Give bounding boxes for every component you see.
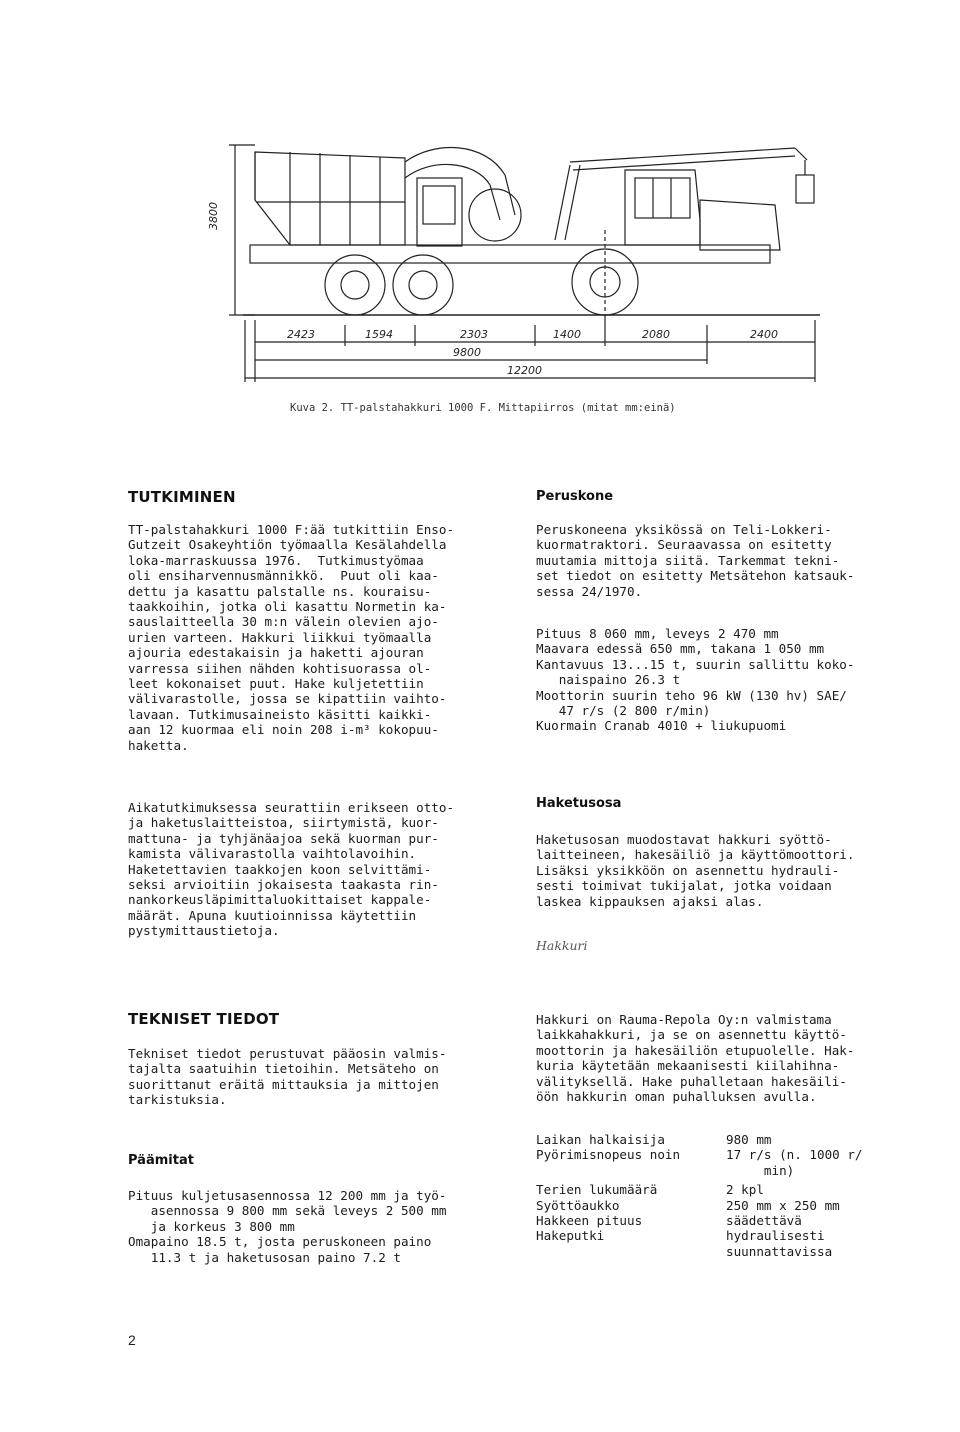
spec-key: Laikan halkaisija bbox=[536, 1132, 665, 1147]
spec-key: Hakkeen pituus bbox=[536, 1213, 643, 1229]
chip-container bbox=[255, 152, 405, 245]
dim-label-1594: 1594 bbox=[365, 328, 393, 341]
hakkuri-paragraph: Hakkuri on Rauma-Repola Oy:n valmistama laikkahakkuri, ja se on asennettu käyttö- moottorin ja hakesäiliön etupuolelle. Hak- kuria käytetään mekaanisesti kiilahihna- välityksellä. Hake puhalletaan hakesäili- öön hakkurin oman puhalluksen avulla. bbox=[536, 1012, 855, 1105]
hakkuri-heading: Hakkuri bbox=[536, 938, 588, 953]
chipper-disc bbox=[469, 189, 521, 241]
spec-key: Pyörimisnopeus noin bbox=[536, 1147, 681, 1163]
machine-drawing bbox=[195, 120, 835, 390]
tutkiminen-heading: TUTKIMINEN bbox=[128, 488, 236, 506]
spec-key: Hakeputki bbox=[536, 1228, 605, 1244]
dim-label-1400: 1400 bbox=[553, 328, 581, 341]
peruskone-heading: Peruskone bbox=[536, 489, 614, 504]
dim-label-2080: 2080 bbox=[642, 328, 670, 341]
spec-row bbox=[536, 1147, 916, 1178]
rear-wheel-1 bbox=[325, 255, 385, 315]
tutkiminen-paragraph-2: Aikatutkimuksessa seurattiin erikseen otto- ja haketuslaitteistoa, siirtymistä, kuor- mattuna- ja tyhjänäajoa sekä kuorman pur- kamista välivarastolla vaihtolavoihin. Haketettavien taakkojen koon selvittämi- seksi arvioitiin jokaisesta taakasta rin- nankorkeusläpimittaluokittaiset kappale- määrät. Apuna kuutioinnissa käytettiin pystymittaustietoja. bbox=[128, 800, 455, 939]
figure-caption: Kuva 2. TT-palstahakkuri 1000 F. Mittapiirros (mitat mm:einä) bbox=[290, 402, 676, 414]
rear-wheel-2 bbox=[393, 255, 453, 315]
tekniset-tiedot-heading: TEKNISET TIEDOT bbox=[128, 1010, 280, 1028]
spec-value: 980 mm bbox=[726, 1132, 772, 1147]
height-label: 3800 bbox=[207, 202, 220, 230]
spec-key: Terien lukumäärä bbox=[536, 1182, 658, 1198]
spec-row bbox=[536, 1228, 916, 1259]
peruskone-paragraph-1: Peruskoneena yksikössä on Teli-Lokkeri- kuormatraktori. Seuraavassa on esitetty muutamia mittoja siitä. Tarkemmat tekni- set tiedot on esitetty Metsätehon katsauk- sessa 24/1970. bbox=[536, 522, 855, 599]
spec-value: hydraulisesti suunnattavissa bbox=[726, 1228, 833, 1259]
haketusosa-paragraph: Haketusosan muodostavat hakkuri syöttö- laitteineen, hakesäiliö ja käyttömoottori. Lisäksi yksikköön on asennettu hydrauli- sesti toimivat tukijalat, jotka voidaan laskea kippauksen ajaksi alas. bbox=[536, 832, 855, 909]
tutkiminen-paragraph-1: TT-palstahakkuri 1000 F:ää tutkittiin Enso- Gutzeit Osakeyhtiön työmaalla Kesälahdella loka-marraskuussa 1976. Tutkimustyömaa oli ensiharvennusmännikkö. Puut oli kaa- dettu ja kasattu palstalle ns. kouraisu- taakkoihin, jotka oli kasattu Normetin ka- sauslaitteella 30 m:n välein olevien ajo- urien varteen. Hakkuri liikkui työmaalla ajouria edestakaisin ja haketti ajouran varressa siihen nähden kohtisuorassa ol- leet kokonaiset puut. Hake kuljetettiin välivarastolle, jossa se kipattiin vaihto- lavaan. Tutkimusaineisto käsitti kaikki- aan 12 kuormaa eli noin 208 i-m³ kokopuu- haketta. bbox=[128, 522, 455, 753]
engine-hood bbox=[700, 200, 780, 250]
dim-label-2303: 2303 bbox=[460, 328, 488, 341]
spec-value: 250 mm x 250 mm bbox=[726, 1197, 840, 1213]
page-number: 2 bbox=[128, 1332, 136, 1348]
spec-row bbox=[536, 1132, 916, 1147]
spec-row bbox=[536, 1213, 916, 1228]
spec-value: 17 r/s (n. 1000 r/ min) bbox=[726, 1147, 863, 1178]
blower-pipe bbox=[405, 147, 515, 215]
machine-drawing-svg bbox=[195, 120, 835, 390]
dim-label-2423: 2423 bbox=[287, 328, 315, 341]
spec-key: Syöttöaukko bbox=[536, 1197, 620, 1213]
haketusosa-heading: Haketusosa bbox=[536, 796, 622, 811]
dim-label-9800: 9800 bbox=[453, 346, 481, 359]
hakkuri-specs-table bbox=[536, 1132, 916, 1259]
spec-row bbox=[536, 1198, 916, 1213]
peruskone-paragraph-2: Pituus 8 060 mm, leveys 2 470 mm Maavara edessä 650 mm, takana 1 050 mm Kantavuus 13...15 t, suurin sallittu koko- naispaino 26.3 t Moottorin suurin teho 96 kW (130 hv) SAE/ 47 r/s (2 800 r/min) Kuormain Cranab 4010 + liukupuomi bbox=[536, 626, 855, 734]
crane bbox=[555, 148, 814, 240]
cab bbox=[625, 170, 700, 245]
spec-value: 2 kpl bbox=[726, 1182, 764, 1198]
dim-label-12200: 12200 bbox=[507, 364, 542, 377]
paamitat-paragraph: Pituus kuljetusasennossa 12 200 mm ja työ- asennossa 9 800 mm sekä leveys 2 500 mm ja korkeus 3 800 mm Omapaino 18.5 t, josta peruskoneen paino 11.3 t ja haketusosan paino 7.2 t bbox=[128, 1188, 447, 1265]
chassis-frame bbox=[250, 245, 770, 263]
tekniset-tiedot-paragraph: Tekniset tiedot perustuvat pääosin valmis- tajalta saatuihin tietoihin. Metsäteho on suorittanut eräitä mittauksia ja mittojen tarkistuksia. bbox=[128, 1046, 447, 1108]
spec-value: säädettävä bbox=[726, 1213, 802, 1229]
paamitat-heading: Päämitat bbox=[128, 1153, 194, 1168]
dim-label-2400: 2400 bbox=[750, 328, 778, 341]
spec-row bbox=[536, 1182, 916, 1197]
